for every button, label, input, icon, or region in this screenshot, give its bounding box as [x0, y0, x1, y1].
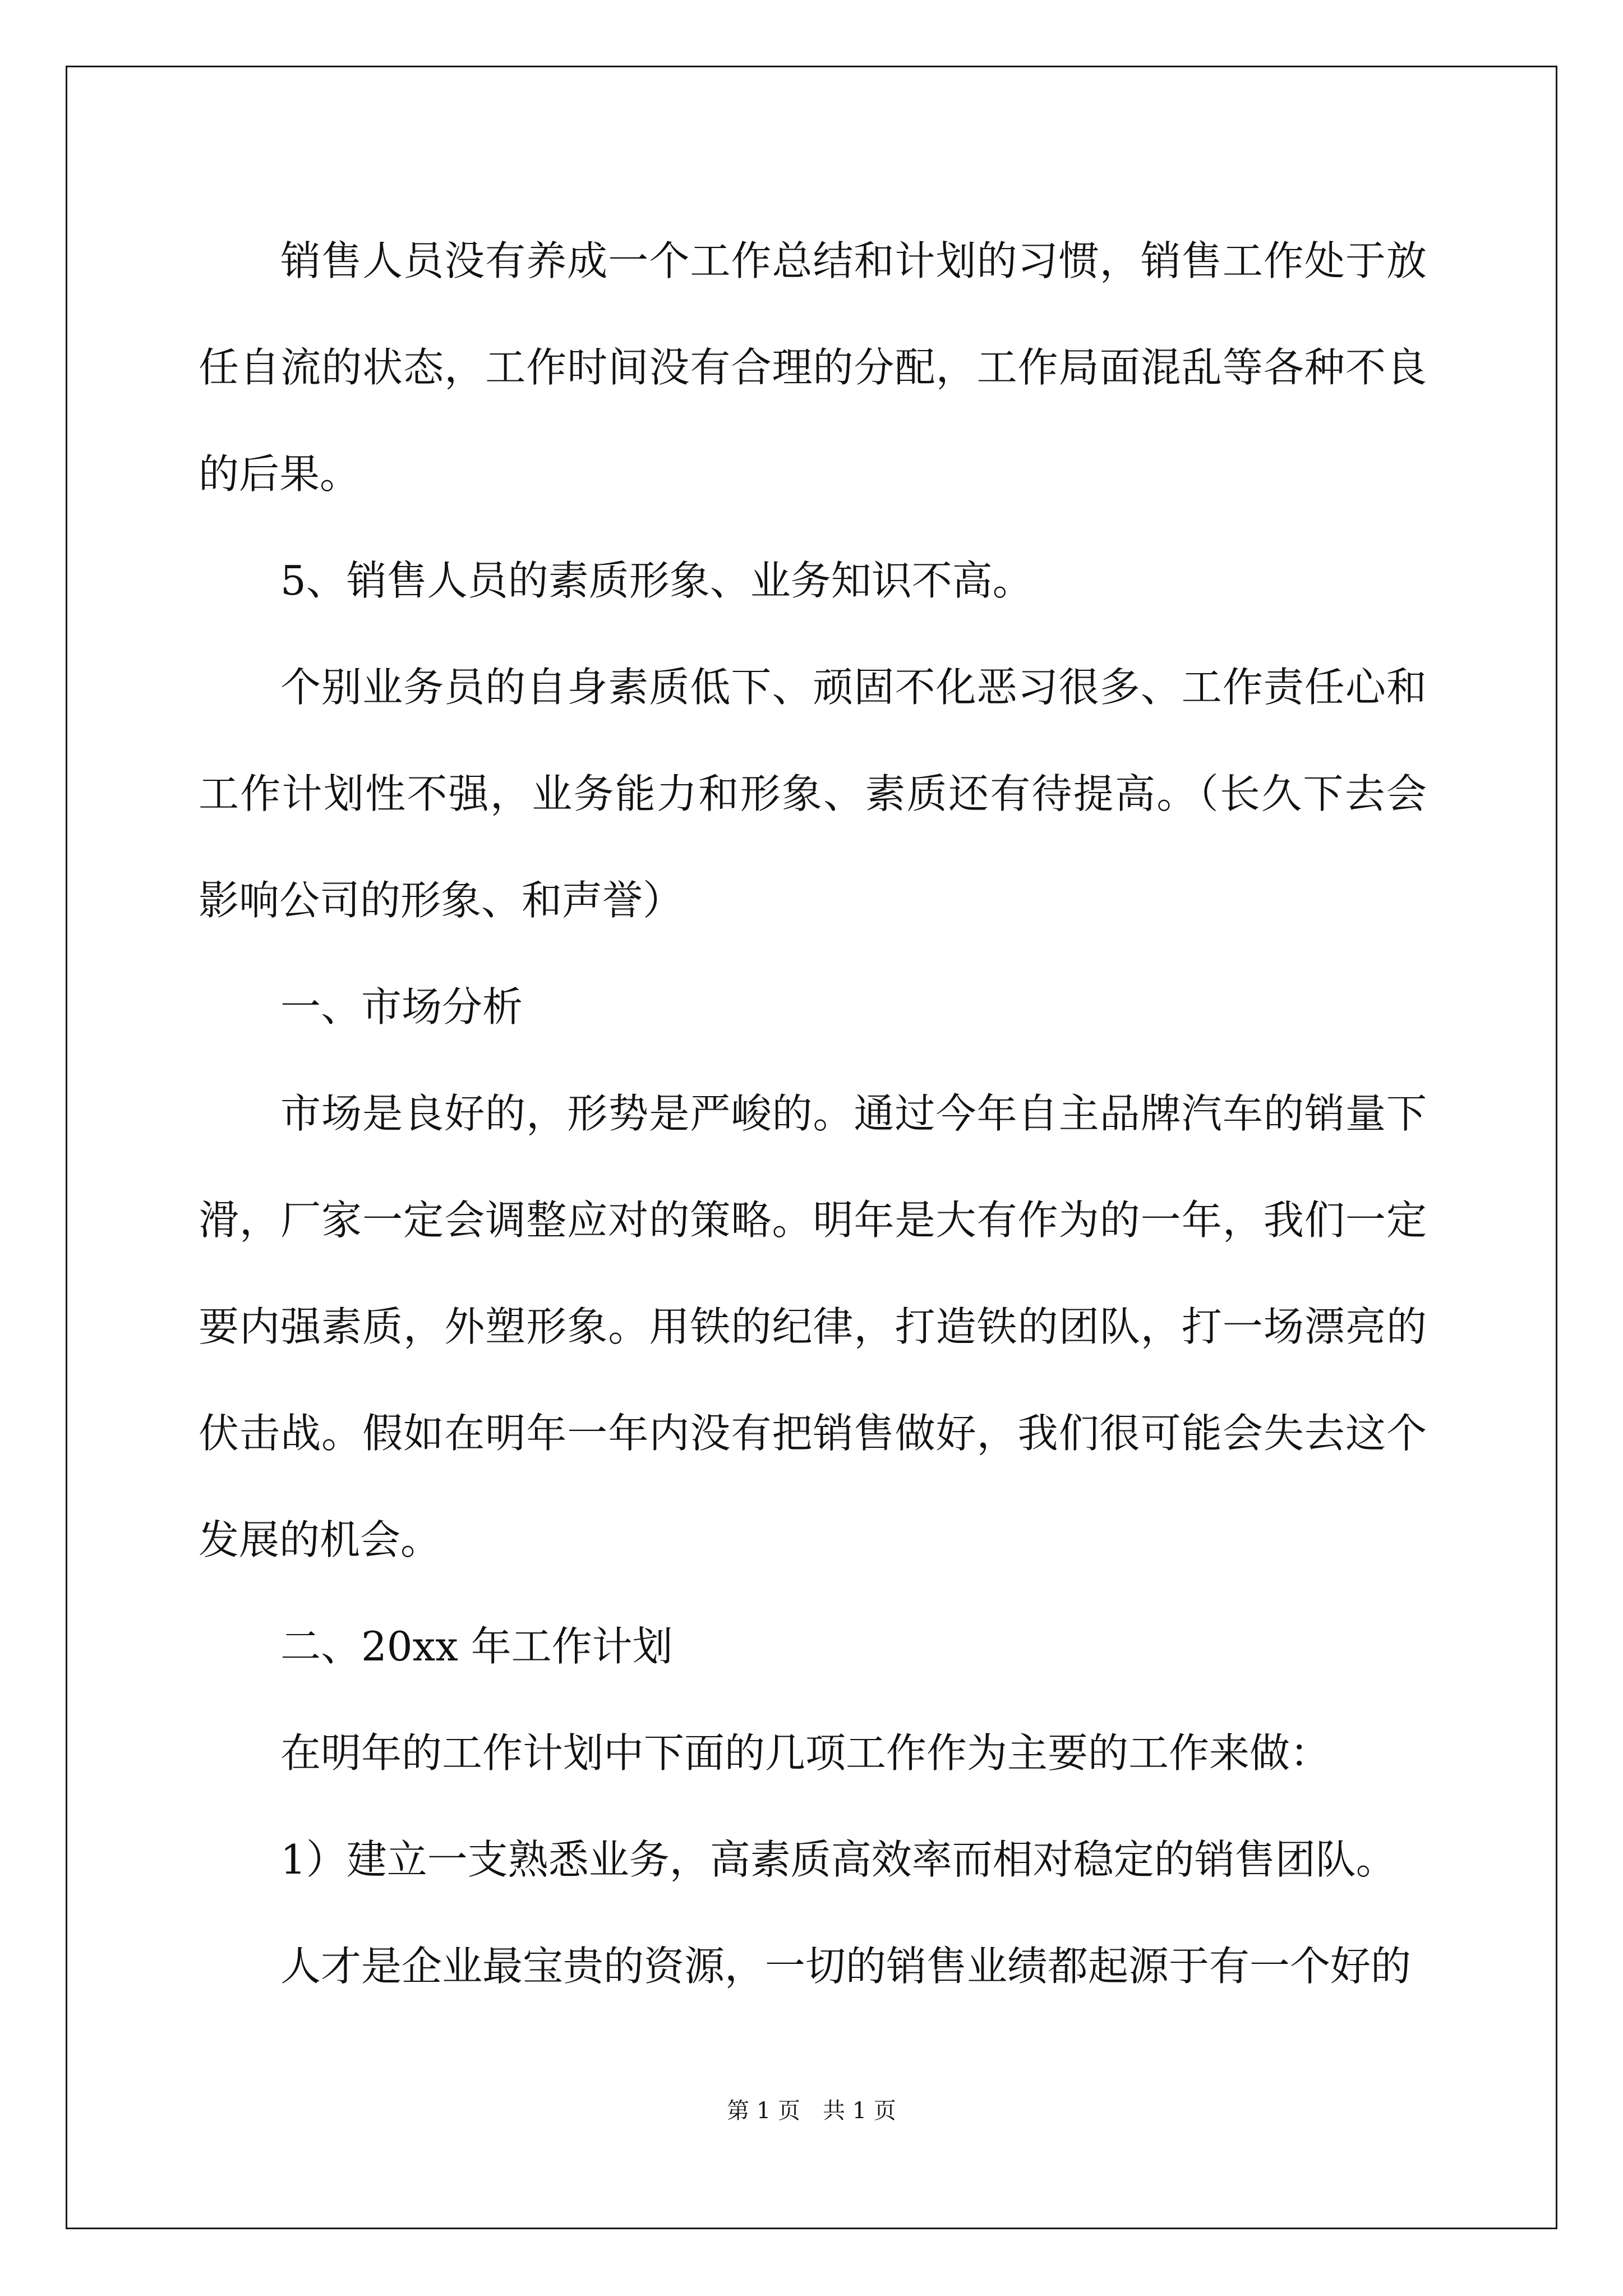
section-heading: 一、市场分析 — [280, 983, 523, 1030]
section-heading: 二、20xx 年工作计划 — [280, 1623, 673, 1670]
paragraph: 市场是良好的，形势是严峻的。通过今年自主品牌汽车的销量下滑，厂家一定会调整应对的策略。明年是大有作为的一年，我们一定要内强素质，外塑形象。用铁的纪律，打造铁的团队，打一场漂亮的伏击战。假如在明年一年内没有把销售做好，我们很可能会失去这个发展的机会。 — [199, 1090, 1427, 1563]
paragraph: 5、销售人员的素质形象、业务知识不高。 — [280, 557, 1033, 604]
paragraph: 1）建立一支熟悉业务，高素质高效率而相对稳定的销售团队。 — [280, 1836, 1396, 1883]
page-number-label: 第 1 页 共 1 页 — [727, 2098, 896, 2124]
paragraph: 人才是企业最宝贵的资源，一切的销售业绩都起源于有一个好的 — [280, 1943, 1412, 1990]
document-body — [199, 208, 1427, 2019]
paragraph: 销售人员没有养成一个工作总结和计划的习惯，销售工作处于放任自流的状态，工作时间没有合理的分配，工作局面混乱等各种不良的后果。 — [199, 237, 1427, 498]
paragraph: 个别业务员的自身素质低下、顽固不化恶习很多、工作责任心和工作计划性不强，业务能力和形象、素质还有待提高。（长久下去会影响公司的形象、和声誉） — [199, 664, 1427, 924]
page-footer — [0, 2097, 1623, 2125]
paragraph: 在明年的工作计划中下面的几项工作作为主要的工作来做： — [280, 1729, 1331, 1777]
